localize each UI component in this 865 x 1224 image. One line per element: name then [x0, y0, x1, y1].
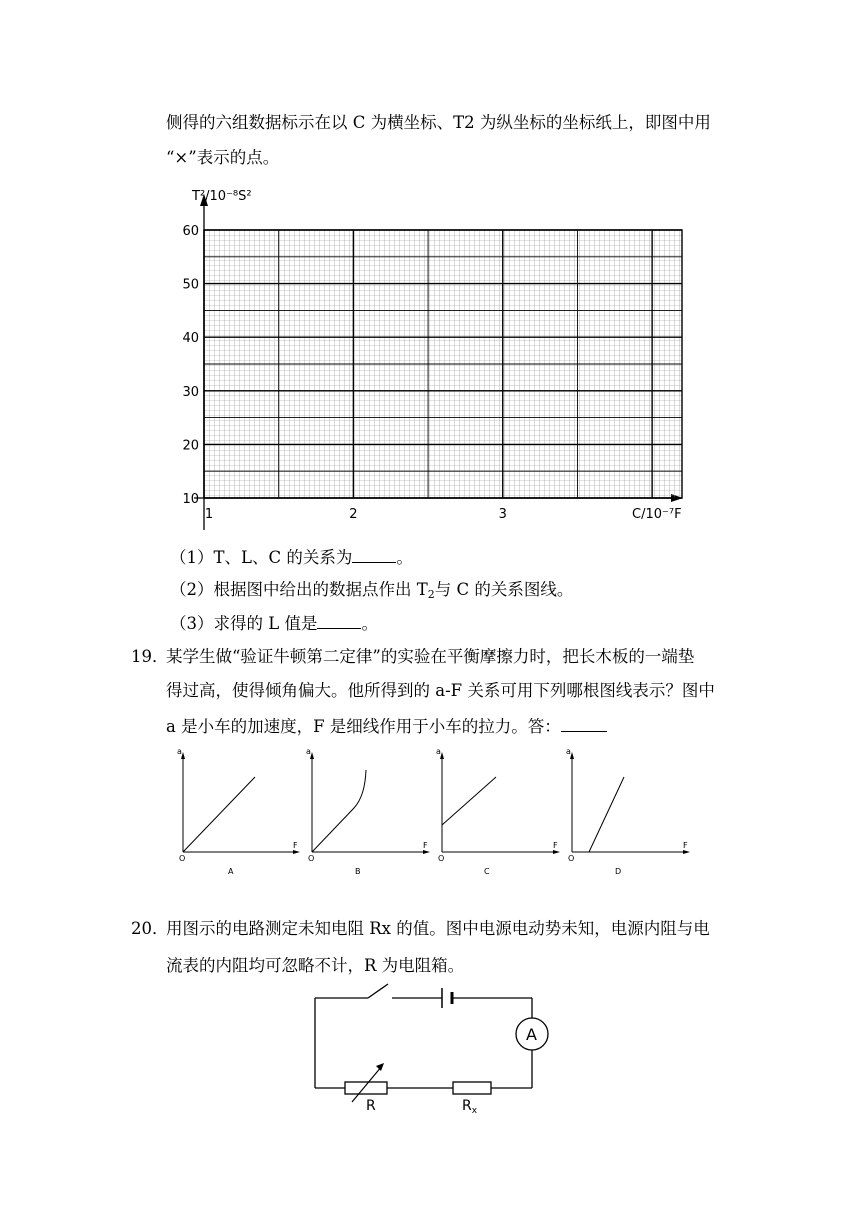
x-tick-label: 2 — [349, 507, 358, 522]
ammeter-label: A — [526, 1025, 537, 1044]
y-tick-label: 60 — [182, 224, 199, 239]
graph-label: A — [228, 867, 234, 876]
q19-line-2: 得过高，使得倾角偏大。他所得到的 a-F 关系可用下列哪根图线表示？图中 — [166, 681, 715, 700]
svg-text:O: O — [179, 854, 186, 863]
x-tick-labels — [205, 507, 507, 522]
r-label: R — [366, 1098, 376, 1114]
svg-text:O: O — [308, 854, 315, 863]
y-tick-label: 10 — [182, 492, 199, 507]
svg-text:a: a — [177, 747, 182, 756]
svg-text:a: a — [436, 747, 441, 756]
svg-text:F: F — [293, 841, 298, 850]
q19-graph-B — [302, 744, 432, 879]
q18-answer-blank-3[interactable] — [317, 612, 361, 629]
q20-number: 20． — [131, 919, 169, 938]
graph-label: B — [355, 867, 361, 876]
q19-graph-A — [172, 744, 302, 879]
q18-part-2: （2）根据图中给出的数据点作出 $T_2$与 C 的关系图线。 — [170, 580, 574, 601]
q19-graph-C — [432, 744, 562, 879]
y-tick-label: 20 — [182, 438, 199, 454]
y-tick-labels — [182, 224, 199, 507]
q20-line-1: 用图示的电路测定未知电阻 Rx 的值。图中电源电动势未知，电源内阻与电 — [166, 919, 710, 938]
q19-line-3: a 是小车的加速度，F 是细线作用于小车的拉力。答： — [166, 715, 607, 738]
q20-line-2: 流表的内阻均可忽略不计，R 为电阻箱。 — [166, 956, 465, 975]
q18-part-1: （1）T、L、C 的关系为 。 — [170, 548, 413, 567]
switch — [368, 984, 388, 998]
circuit-diagram — [300, 980, 560, 1120]
x-tick-label: 3 — [498, 507, 507, 522]
q19-number: 19． — [131, 647, 169, 666]
resistor-Rx — [453, 1082, 491, 1094]
y-tick-label: 40 — [182, 331, 199, 347]
grid-chart — [170, 180, 700, 530]
q19-graph-D — [562, 744, 692, 879]
y-tick-label: 50 — [182, 277, 199, 293]
q19-line-1: 某学生做“验证牛顿第二定律”的实验在平衡摩擦力时，把长木板的一端垫 — [166, 647, 695, 666]
q18-part-3: （3）求得的 L 值是 。 — [170, 614, 378, 633]
intro-line-1: 侧得的六组数据标示在以 C 为横坐标、T2 为纵坐标的坐标纸上，即图中用 — [166, 113, 711, 132]
graph-line — [312, 770, 366, 852]
rx-label: $R_x$ — [462, 1098, 478, 1116]
variable-arrow — [376, 1063, 384, 1071]
q19-answer-blank[interactable] — [561, 715, 607, 732]
q18-answer-blank-1[interactable] — [352, 546, 396, 563]
svg-text:F: F — [553, 841, 558, 850]
y-tick-label: 30 — [182, 384, 199, 400]
x-axis-label: C/10⁻⁷F — [632, 507, 682, 522]
svg-text:a: a — [566, 747, 571, 756]
x-tick-label: 1 — [204, 507, 214, 522]
svg-text:F: F — [423, 841, 428, 850]
y-axis-label: T²/10⁻⁸S² — [192, 189, 252, 204]
resistance-box-R — [345, 1082, 387, 1094]
graph-label: C — [484, 867, 490, 876]
graph-line — [589, 777, 624, 852]
svg-text:a: a — [306, 747, 311, 756]
q18-part-1-text: （1）T、L、C 的关系为 — [170, 548, 353, 567]
graph-line — [183, 777, 255, 852]
svg-text:F: F — [683, 841, 688, 850]
intro-line-2: “×”表示的点。 — [166, 148, 280, 167]
graph-label: D — [615, 867, 622, 876]
svg-text:O: O — [568, 854, 575, 863]
svg-text:O: O — [438, 854, 445, 863]
graph-line — [442, 777, 496, 825]
